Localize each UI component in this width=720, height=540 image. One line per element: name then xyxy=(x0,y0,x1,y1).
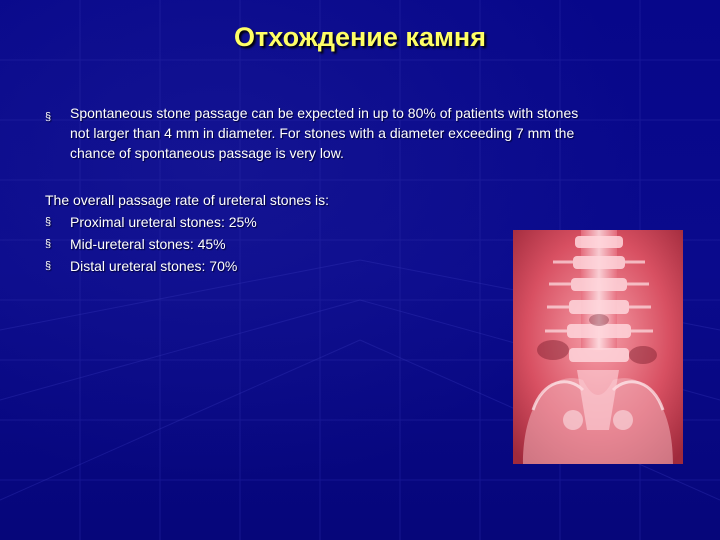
bullet-icon: § xyxy=(45,238,52,250)
list-item xyxy=(45,233,505,255)
lead-text: The overall passage rate of ureteral stones is: xyxy=(45,192,330,208)
bullet-icon: § xyxy=(45,260,52,272)
passage-rate-list xyxy=(45,211,505,277)
slide-title: Отхождение камня xyxy=(234,22,486,52)
list-item xyxy=(45,211,505,233)
list-item-label: Proximal ureteral stones: 25% xyxy=(70,214,257,230)
main-bullet-text: Spontaneous stone passage can be expected in up to 80% of patients with stones not larger than 4 mm in diameter. For stones with a diameter exceeding 7 mm the chance of spontaneous passage is very low. xyxy=(70,105,579,161)
xray-image xyxy=(513,230,683,464)
list-item-label: Distal ureteral stones: 70% xyxy=(70,258,238,274)
list-item xyxy=(45,255,505,277)
list-item-label: Mid-ureteral stones: 45% xyxy=(70,236,226,252)
xray-illustration xyxy=(513,230,683,464)
bullet-icon: § xyxy=(45,111,52,123)
bullet-icon: § xyxy=(45,216,52,228)
